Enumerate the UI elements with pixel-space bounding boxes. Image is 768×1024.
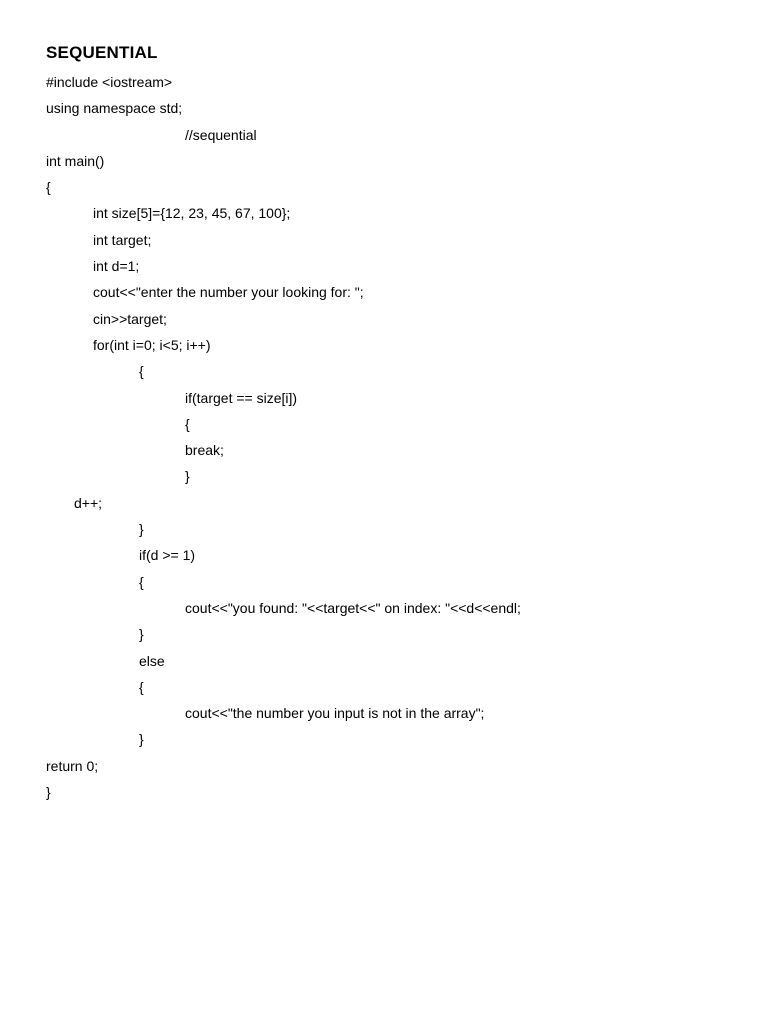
code-line-text: break; [185, 442, 224, 459]
code-block [0, 72, 768, 808]
code-line [0, 72, 768, 98]
code-line-text: int size[5]={12, 23, 45, 67, 100}; [93, 205, 291, 222]
code-line-text: } [185, 468, 190, 485]
code-line-text: int main() [46, 152, 105, 169]
code-line [0, 177, 768, 203]
code-line [0, 677, 768, 703]
code-line [0, 98, 768, 124]
code-line [0, 651, 768, 677]
code-line-text: cout<<"enter the number your looking for: "; [93, 284, 364, 301]
code-line-text: { [46, 179, 51, 196]
code-line [0, 729, 768, 755]
code-line [0, 361, 768, 387]
code-line [0, 335, 768, 361]
code-line [0, 519, 768, 545]
code-line [0, 756, 768, 782]
code-line-text: else [139, 652, 165, 669]
code-line-text: } [139, 521, 144, 538]
code-line-text: { [139, 573, 144, 590]
code-line-text: for(int i=0; i<5; i++) [93, 336, 211, 353]
code-line-text: return 0; [46, 757, 99, 774]
code-line-text: int target; [93, 231, 152, 248]
code-comment: //sequential [185, 126, 257, 143]
code-line [0, 545, 768, 571]
code-line-text: cout<<"you found: "<<target<<" on index: "<<d<<endl; [185, 599, 521, 616]
code-line-text: int d=1; [93, 258, 140, 275]
code-line-text: { [139, 678, 144, 695]
code-line [0, 388, 768, 414]
code-line-text: } [139, 731, 144, 748]
code-line [0, 782, 768, 808]
code-line-text: cin>>target; [93, 310, 167, 327]
code-line [0, 466, 768, 492]
code-line [0, 282, 768, 308]
code-line-text: d++; [74, 494, 103, 511]
document-title: SEQUENTIAL [46, 43, 158, 62]
code-line [0, 414, 768, 440]
code-line [0, 598, 768, 624]
code-line-text: } [139, 626, 144, 643]
code-line [0, 703, 768, 729]
code-line [0, 203, 768, 229]
code-line [0, 230, 768, 256]
code-line [0, 624, 768, 650]
code-line-text: { [139, 363, 144, 380]
code-line-text: #include <iostream> [46, 74, 173, 90]
code-line [0, 440, 768, 466]
code-line-text: } [46, 784, 51, 801]
code-line-text: { [185, 415, 190, 432]
code-line [0, 125, 768, 151]
code-line [0, 151, 768, 177]
code-line [0, 309, 768, 335]
code-line [0, 256, 768, 282]
code-line-text: if(target == size[i]) [185, 389, 298, 406]
code-line [0, 572, 768, 598]
code-line-text: cout<<"the number you input is not in the array"; [185, 705, 485, 722]
code-line [0, 493, 768, 519]
code-line-text: if(d >= 1) [139, 547, 196, 564]
code-line-text: using namespace std; [46, 100, 183, 117]
